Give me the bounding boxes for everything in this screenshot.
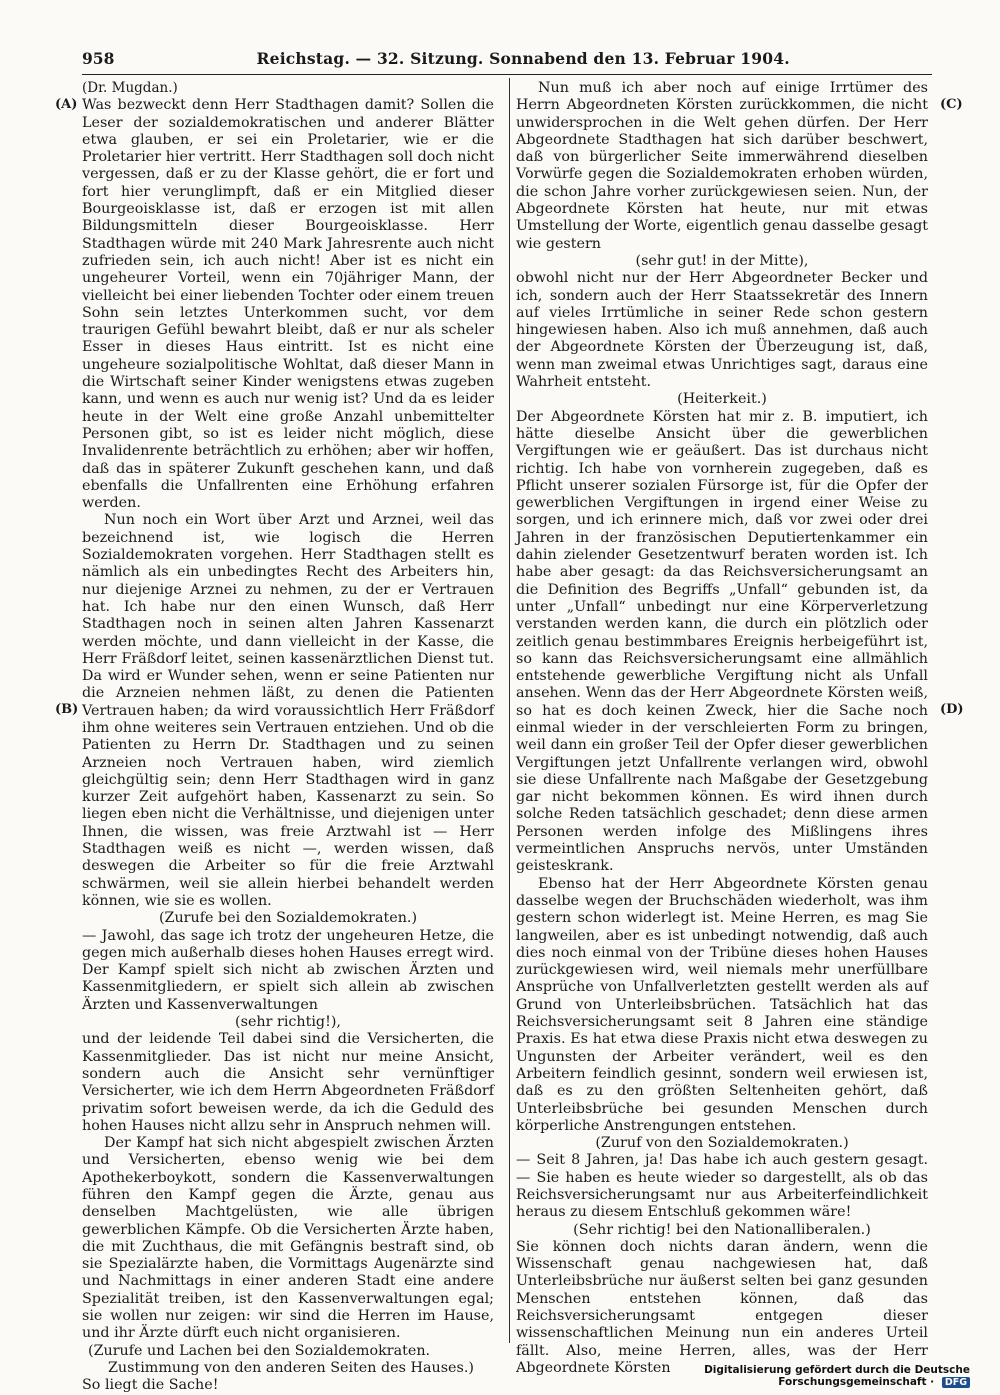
page-header — [82, 49, 932, 71]
paragraph: Was bezweckt denn Herr Stadthagen damit? Sollen die Leser der sozialdemokratischen und anderer Blätter etwa glauben, er sei ein Proletarier, wie er die Proletarier hier vertritt. Herr Stadthagen soll doch nicht vergessen, daß er zu der Klasse gehört, die er fort und fort hier verunglimpft, daß er ein Mitglied dieser Bourgeoisklasse ist, daß er erzogen ist mit allen Bildungsmitteln dieser Bourgeoisklasse. Herr Stadthagen würde mit 240 Mark Jahresrente auch nicht zufrieden sein, ich auch nicht! Aber ist es nicht ein ungeheurer Vorteil, wenn ein 70jähriger Mann, der vielleicht bei einer liebenden Tochter oder einem treuen Sohn sein letztes Unterkommen sucht, vor dem traurigen Gefühl bewahrt bleibt, daß er nur als scheler Esser in dieses Haus eintritt. Ist es nicht eine ungeheure sozialpolitische Wohltat, daß dieser Mann in die Wirtschaft seiner Kinder wenigstens etwas zugeben kann, und wenn es auch nur wenig ist? Und da es leider heute in der Welt eine große Anzahl unbemittelter Personen gibt, so ist es leider nicht möglich, diese Invalidenrente beträchtlich zu erhöhen; aber wir hoffen, daß das in späterer Zukunft geschehen kann, und daß ebenfalls die Unfallrenten eine Erhöhung erfahren werden. — [82, 97, 494, 512]
header-rule — [82, 74, 932, 75]
interjection: (Sehr richtig! bei den Nationalliberalen.) — [573, 1221, 871, 1238]
left-column — [82, 80, 494, 1395]
paragraph: und der leidende Teil dabei sind die Versicherten, die Kassenmitglieder. Das ist nicht nur meine Ansicht, sondern auch die Ansicht sehr vernünftiger Versicherter, wie ich dem Herrn Abgeordneten Fräßdorf privatim sofort beweisen werde, da ich die Geduld des hohen Hauses nicht allzu sehr in Anspruch nehmen will. — [82, 1031, 494, 1134]
interjection: (Zurufe bei den Sozialdemokraten.) — [158, 910, 418, 927]
interjection: (Heiterkeit.) — [677, 391, 767, 408]
dfg-logo: DFG — [942, 1377, 970, 1388]
paragraph: — Seit 8 Jahren, ja! Das habe ich auch gestern gesagt. — Sie haben es heute wieder so dargestellt, als ob das Reichsversicherungsamt nur aus Arbeiterfeindlichkeit heraus zu diesem Entschluß gekommen wäre! — [516, 1152, 928, 1221]
right-column — [516, 80, 928, 1377]
paragraph: Nun noch ein Wort über Arzt und Arznei, weil das bezeichnend ist, wie logisch die Herren Sozialdemokraten vorgehen. Herr Stadthagen stellt es nämlich als ein unbedingtes Recht des Arbeiters hin, nur diejenige Arznei zu nehmen, zu der er Vertrauen hat. Ich habe nur den einen Wunsch, daß Herr Stadthagen noch in seinen alten Jahren Kassenarzt werden möchte, und dann vielleicht in der Kasse, die Herr Fräßdorf leitet, seinen kassenärztlichen Dienst tut. Da wird er Wunder sehen, wenn er seine Patienten nur die Arzneien nehmen läßt, zu denen die Patienten Vertrauen haben; da wird voraussichtlich Herr Fräßdorf ihm ohne weiteres sein Vertrauen entziehen. Und ob die Patienten zu Herrn Dr. Stadthagen und zu seinen Arzneien noch Vertrauen haben, wird ziemlich gleichgültig sein; denn Herr Stadthagen wird in ganz kurzer Zeit aufgehört haben, Kassenarzt zu sein. So liegen eben nicht die Verhältnisse, und diejenigen unter Ihnen, die wissen, was freie Arztwahl ist — Herr Stadthagen weiß es nicht —, werden wissen, daß deswegen die Arbeiter so für die freie Arztwahl schwärmen, weil sie allein hierbei behandelt werden können, wie sie es wollen. — [82, 512, 494, 909]
paragraph: Der Abgeordnete Körsten hat mir z. B. imputiert, ich hätte dieselbe Ansicht über die gewerblichen Vergiftungen wie er geäußert. Das ist durchaus nicht richtig. Ich habe von vornherein zugegeben, daß es Pflicht unserer sozialen Fürsorge ist, für die Opfer der gewerblichen Vergiftungen in irgend einer Weise zu sorgen, und ich erinnere mich, daß vor zwei oder drei Jahren in der französischen Deputiertenkammer ein dahin zielender Gesetzentwurf beraten worden ist. Ich habe aber gesagt: da das Reichsversicherungsamt an die Definition des Begriffs „Unfall“ gebunden ist, da unter „Unfall“ unbedingt nur eine Körperverletzung verstanden werden kann, die durch ein plötzlich oder zeitlich genau bestimmbares Ereignis herbeigeführt ist, so kann das Reichsversicherungsamt eine allmählich entstehende gewerbliche Vergiftung nicht als Unfall ansehen. Wenn das der Herr Abgeordnete Körsten weiß, so hat es doch keinen Zweck, hier die Sache noch einmal wieder in der verschleierten Form zu bringen, weil dann ein großer Teil der Opfer dieser gewerblichen Vergiftungen jetzt Unfallrente verlangen wird, obwohl sie diese Unfallrente nach Maßgabe der Gesetzgebung gar nicht bekommen können. Es wird ihnen durch solche Reden tatsächlich geschadet; denn diese armen Personen werden infolge des Mißlingens ihres vermeintlichen Anspruchs nervös, unter Umständen geisteskrank. — [516, 408, 928, 875]
page-number: 958 — [82, 49, 115, 68]
paragraph: obwohl nicht nur der Herr Abgeordneter Becker und ich, sondern auch der Herr Staatssekretär des Innern auf vieles Irrtümliche in seiner Rede schon gestern hingewiesen haben. Also ich muß annehmen, daß auch der Abgeordnete Körsten der Überzeugung ist, daß, wenn man zweimal etwas Unrichtiges sagt, daraus eine Wahrheit entsteht. — [516, 270, 928, 391]
interjection: (Zurufe und Lachen bei den Sozialdemokraten. Zustimmung von den anderen Seiten des Hauses.) — [88, 1342, 474, 1376]
interjection: (sehr richtig!), — [235, 1014, 341, 1031]
running-title: Reichstag. — 32. Sitzung. Sonnabend den 13. Februar 1904. — [256, 49, 790, 68]
paragraph: Ebenso hat der Herr Abgeordnete Körsten genau dasselbe wegen der Bruchschäden wiederholt, was ihm gestern schon widerlegt ist. Meine Herren, es mag Sie langweilen, aber es ist unbedingt notwendig, daß auch dies noch einmal von der Tribüne dieses hohen Hauses zurückgewiesen wird, weil niemals mehr unerfüllbare Ansprüche von Unfallverletzten gestellt werden als auf Grund von Unterleibsbrüchen. Tatsächlich hat das Reichsversicherungsamt seit 8 Jahren eine ständige Praxis. Es hat etwa diese Praxis nicht etwa deswegen zu Ungunsten der Arbeiter verändert, weil es den Arbeitern feindlich gesinnt, sondern weil erwiesen ist, daß es zu den größten Seltenheiten gehört, daß Unterleibsbrüche bei gesunden Menschen durch körperliche Anstrengungen entstehen. — [516, 875, 928, 1134]
column-divider — [509, 78, 510, 1343]
margin-marker-a: (A) — [55, 97, 78, 112]
footer-text: Digitalisierung gefördert durch die Deutsche Forschungsgemeinschaft · — [704, 1364, 970, 1388]
paragraph: Der Kampf hat sich nicht abgespielt zwischen Ärzten und Versicherten, ebenso wenig wie bei dem Apothekerboykott, sondern die Kassenverwaltungen führen den Kampf gegen die Ärzte, genau aus denselben Machtgelüsten, wie alle übrigen gewerblichen Kämpfe. Ob die Versicherten Ärzte haben, die mit Zuchthaus, die mit Gefängnis bestraft sind, ob sie Spezialärzte haben, die Vormittags Augenärzte sind und Nachmittags in einer anderen Stadt eine andere Spezialität treiben, ist den Kassenverwaltungen egal; sie wollen nur zeigen: wir sind die Herren im Hause, und ihr Ärzte dürft euch nicht organisieren. — [82, 1135, 494, 1342]
margin-marker-d: (D) — [940, 702, 964, 717]
interjection: (sehr gut! in der Mitte), — [635, 252, 809, 269]
speaker-label: (Dr. Mugdan.) — [82, 80, 178, 96]
margin-marker-b: (B) — [55, 702, 79, 717]
paragraph: So liegt die Sache! — [82, 1377, 219, 1394]
interjection: (Zuruf von den Sozialdemokraten.) — [595, 1135, 849, 1152]
paragraph: Sie können doch nichts daran ändern, wenn die Wissenschaft genau nachgewiesen hat, daß Unterleibsbrüche nur äußerst selten bei ganz gesunden Menschen entstehen können, daß das Reichsversicherungsamt entgegen dieser wissenschaftlichen Meinung nun ein anderes Urteil fällt. Also, meine Herren, alles, was der Herr Abgeordnete Körsten — [516, 1238, 928, 1376]
paragraph: Nun muß ich aber noch auf einige Irrtümer des Herrn Abgeordneten Körsten zurückkommen, die nicht unwidersprochen in die Welt gehen dürfen. Der Herr Abgeordnete Stadthagen hat sich darüber beschwert, daß von bürgerlicher Seite immerwährend dieselben Vorwürfe gegen die Sozialdemokraten erhoben würden, die schon Jahre vorher zurückgewiesen seien. Nun, der Abgeordnete Körsten hat heute, nur mit etwas Umstellung der Worte, eigentlich genau dasselbe gesagt wie gestern — [516, 80, 928, 252]
digitization-footer — [590, 1364, 970, 1388]
margin-marker-c: (C) — [940, 97, 963, 112]
paragraph: — Jawohl, das sage ich trotz der ungeheuren Hetze, die gegen mich außerhalb dieses hohen Hauses erregt wird. Der Kampf spielt sich nicht ab zwischen Ärzten und Kassenmitgliedern, er spielt sich allein ab zwischen Ärzten und Kassenverwaltungen — [82, 927, 494, 1013]
